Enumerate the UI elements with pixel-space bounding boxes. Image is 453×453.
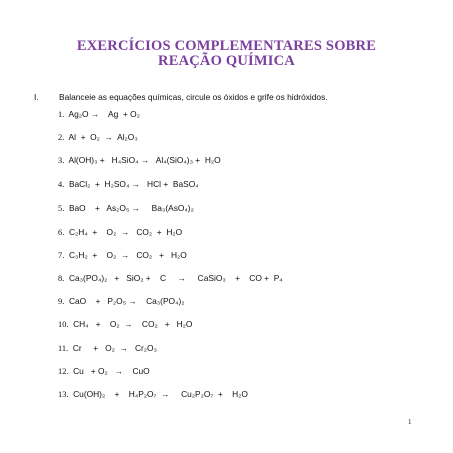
exercise-item bbox=[58, 343, 157, 353]
exercise-item bbox=[58, 319, 192, 329]
document-title-line-1: EXERCÍCIOS COMPLEMENTARES SOBRE bbox=[76, 38, 377, 54]
exercise-equation: Cu(OH)₂ + H₄P₂O₇ → Cu₂P₂O₇ + H₂O bbox=[73, 389, 248, 399]
exercise-number: 3. bbox=[58, 156, 65, 165]
exercise-equation: C₃H₂ + O₂ → CO₂ + H₂O bbox=[68, 250, 187, 260]
exercise-number: 2. bbox=[58, 133, 65, 142]
exercise-number: 8. bbox=[58, 274, 65, 283]
exercise-equation: BaCl₂ + H₂SO₄ → HCl + BaSO₄ bbox=[68, 179, 199, 189]
exercise-number: 7. bbox=[58, 251, 65, 260]
section-roman-numeral: I. bbox=[34, 92, 39, 102]
exercise-number: 10. bbox=[58, 320, 69, 329]
exercise-equation: Ag₂O → Ag + O₂ bbox=[68, 109, 140, 119]
exercise-number: 6. bbox=[58, 228, 65, 237]
exercise-equation: Al + O₂ → Al₂O₃ bbox=[68, 132, 138, 142]
exercise-equation: CH₄ + O₂ → CO₂ + H₂O bbox=[73, 319, 193, 329]
exercise-number: 11. bbox=[58, 344, 69, 353]
exercise-item bbox=[58, 273, 283, 283]
exercise-item bbox=[58, 132, 138, 142]
exercise-equation: Cu + O₂ → CuO bbox=[73, 366, 150, 376]
exercise-item bbox=[58, 296, 185, 306]
exercise-equation: CaO + P₂O₅ → Ca₃(PO₄)₂ bbox=[68, 296, 185, 306]
exercise-equation: Ca₃(PO₄)₂ + SiO₂ + C → CaSiO₃ + CO + P₄ bbox=[68, 273, 283, 283]
exercise-item bbox=[58, 109, 140, 119]
exercise-item bbox=[58, 179, 199, 189]
exercise-equation: Al(OH)₃ + H₄SiO₄ → Al₄(SiO₄)₃ + H₂O bbox=[68, 155, 221, 165]
document-title-line-2: REAÇÃO QUÍMICA bbox=[158, 53, 295, 69]
exercise-item bbox=[58, 155, 221, 165]
instruction-text: Balanceie as equações químicas, circule os óxidos e grife os hidróxidos. bbox=[59, 92, 328, 102]
exercise-equation: C₂H₄ + O₂ → CO₂ + H₂O bbox=[68, 227, 183, 237]
exercise-item bbox=[58, 389, 248, 399]
exercise-number: 12. bbox=[58, 367, 69, 376]
exercise-item bbox=[58, 227, 182, 237]
exercise-item bbox=[58, 250, 187, 260]
exercise-item bbox=[58, 203, 194, 213]
section-instruction bbox=[34, 92, 328, 102]
exercise-number: 4. bbox=[58, 180, 65, 189]
exercise-number: 5. bbox=[58, 204, 65, 213]
exercise-equation: BaO + As₂O₅ → Ba₃(AsO₄)₂ bbox=[68, 203, 194, 213]
exercise-equation: Cr + O₂ → Cr₂O₃ bbox=[72, 343, 157, 353]
exercise-number: 1. bbox=[58, 110, 65, 119]
exercise-number: 13. bbox=[58, 390, 69, 399]
page-number: 1 bbox=[408, 418, 412, 426]
exercise-item bbox=[58, 366, 150, 376]
exercise-number: 9. bbox=[58, 297, 65, 306]
